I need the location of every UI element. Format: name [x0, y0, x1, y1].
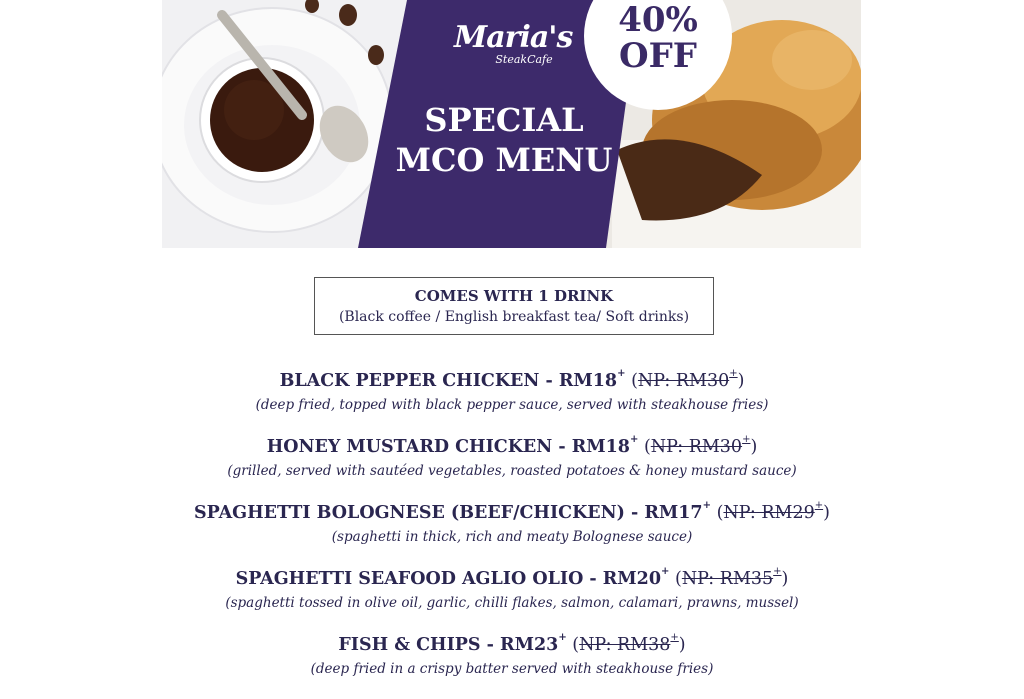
menu-item-description: (grilled, served with sautéed vegetables, roasted potatoes & honey mustard sauce): [227, 463, 797, 479]
menu-item-price-plus: +: [629, 434, 639, 445]
menu-item-dash: -: [624, 503, 645, 523]
normal-price: (NP: RM29+): [716, 500, 830, 523]
menu-item-price: RM23: [500, 635, 559, 655]
drink-box-heading: COMES WITH 1 DRINK: [414, 287, 614, 305]
normal-price: (NP: RM35+): [675, 566, 789, 589]
menu-item: [0, 368, 1024, 434]
normal-price-plus: +: [814, 500, 824, 511]
menu-item-price: RM20: [602, 569, 662, 589]
menu-item-price: RM18: [558, 371, 618, 391]
menu-item-price: RM17: [644, 503, 703, 523]
menu-item-title: [0, 500, 1024, 526]
normal-price-value: NP: RM38: [579, 635, 671, 655]
menu-item-title: [0, 632, 1024, 658]
normal-price: (NP: RM30+): [631, 368, 745, 391]
menu-item-description: (deep fried, topped with black pepper sauce, served with steakhouse fries): [255, 397, 769, 413]
menu-item-price-plus: +: [661, 566, 670, 577]
brand-logo: [454, 20, 573, 66]
brand-subtitle: SteakCafe: [495, 53, 553, 66]
menu-item-name: SPAGHETTI SEAFOOD AGLIO OLIO: [235, 569, 584, 589]
normal-price-plus: +: [742, 434, 751, 445]
banner-title-line1: SPECIAL: [424, 101, 584, 139]
menu-item: [0, 434, 1024, 500]
menu-item: [0, 500, 1024, 566]
discount-off-label: OFF: [619, 36, 697, 76]
banner-title-line2: MCO MENU: [395, 141, 613, 179]
menu-item-price-plus: +: [702, 500, 712, 511]
menu-item-price-plus: +: [558, 632, 567, 643]
normal-price: (NP: RM30+): [643, 434, 758, 457]
menu-item: [0, 566, 1024, 632]
normal-price-value: NP: RM30: [650, 437, 743, 457]
drink-info-box: [314, 277, 714, 335]
menu-item-dash: -: [583, 569, 603, 589]
menu-item-title: [0, 566, 1024, 592]
menu-item-price-plus: +: [617, 368, 626, 379]
menu-list: [0, 368, 1024, 698]
normal-price-value: NP: RM29: [723, 503, 815, 523]
normal-price-value: NP: RM35: [681, 569, 774, 589]
menu-item-title: [0, 434, 1024, 460]
menu-item-name: SPAGHETTI BOLOGNESE (BEEF/CHICKEN): [194, 503, 625, 523]
menu-item-description: (spaghetti in thick, rich and meaty Bolognese sauce): [331, 529, 693, 545]
menu-item-dash: -: [480, 635, 501, 655]
menu-item-description: (spaghetti tossed in olive oil, garlic, chilli flakes, salmon, calamari, prawns, mussel): [225, 595, 799, 611]
menu-item-dash: -: [539, 371, 559, 391]
normal-price-plus: +: [773, 566, 782, 577]
menu-item-name: BLACK PEPPER CHICKEN: [279, 371, 540, 391]
menu-item-dash: -: [552, 437, 572, 457]
drink-box-options: (Black coffee / English breakfast tea/ Soft drinks): [338, 309, 690, 325]
menu-item-title: [0, 368, 1024, 394]
normal-price: (NP: RM38+): [572, 632, 686, 655]
menu-item-name: FISH & CHIPS: [338, 635, 481, 655]
normal-price-plus: +: [729, 368, 738, 379]
menu-item-price: RM18: [571, 437, 630, 457]
normal-price-value: NP: RM30: [637, 371, 730, 391]
brand-name: Maria's: [454, 20, 573, 55]
menu-item-description: (deep fried in a crispy batter served with steakhouse fries): [310, 661, 714, 677]
discount-percent: 40%: [618, 0, 698, 40]
normal-price-plus: +: [670, 632, 679, 643]
menu-item: [0, 632, 1024, 698]
menu-item-name: HONEY MUSTARD CHICKEN: [266, 437, 553, 457]
